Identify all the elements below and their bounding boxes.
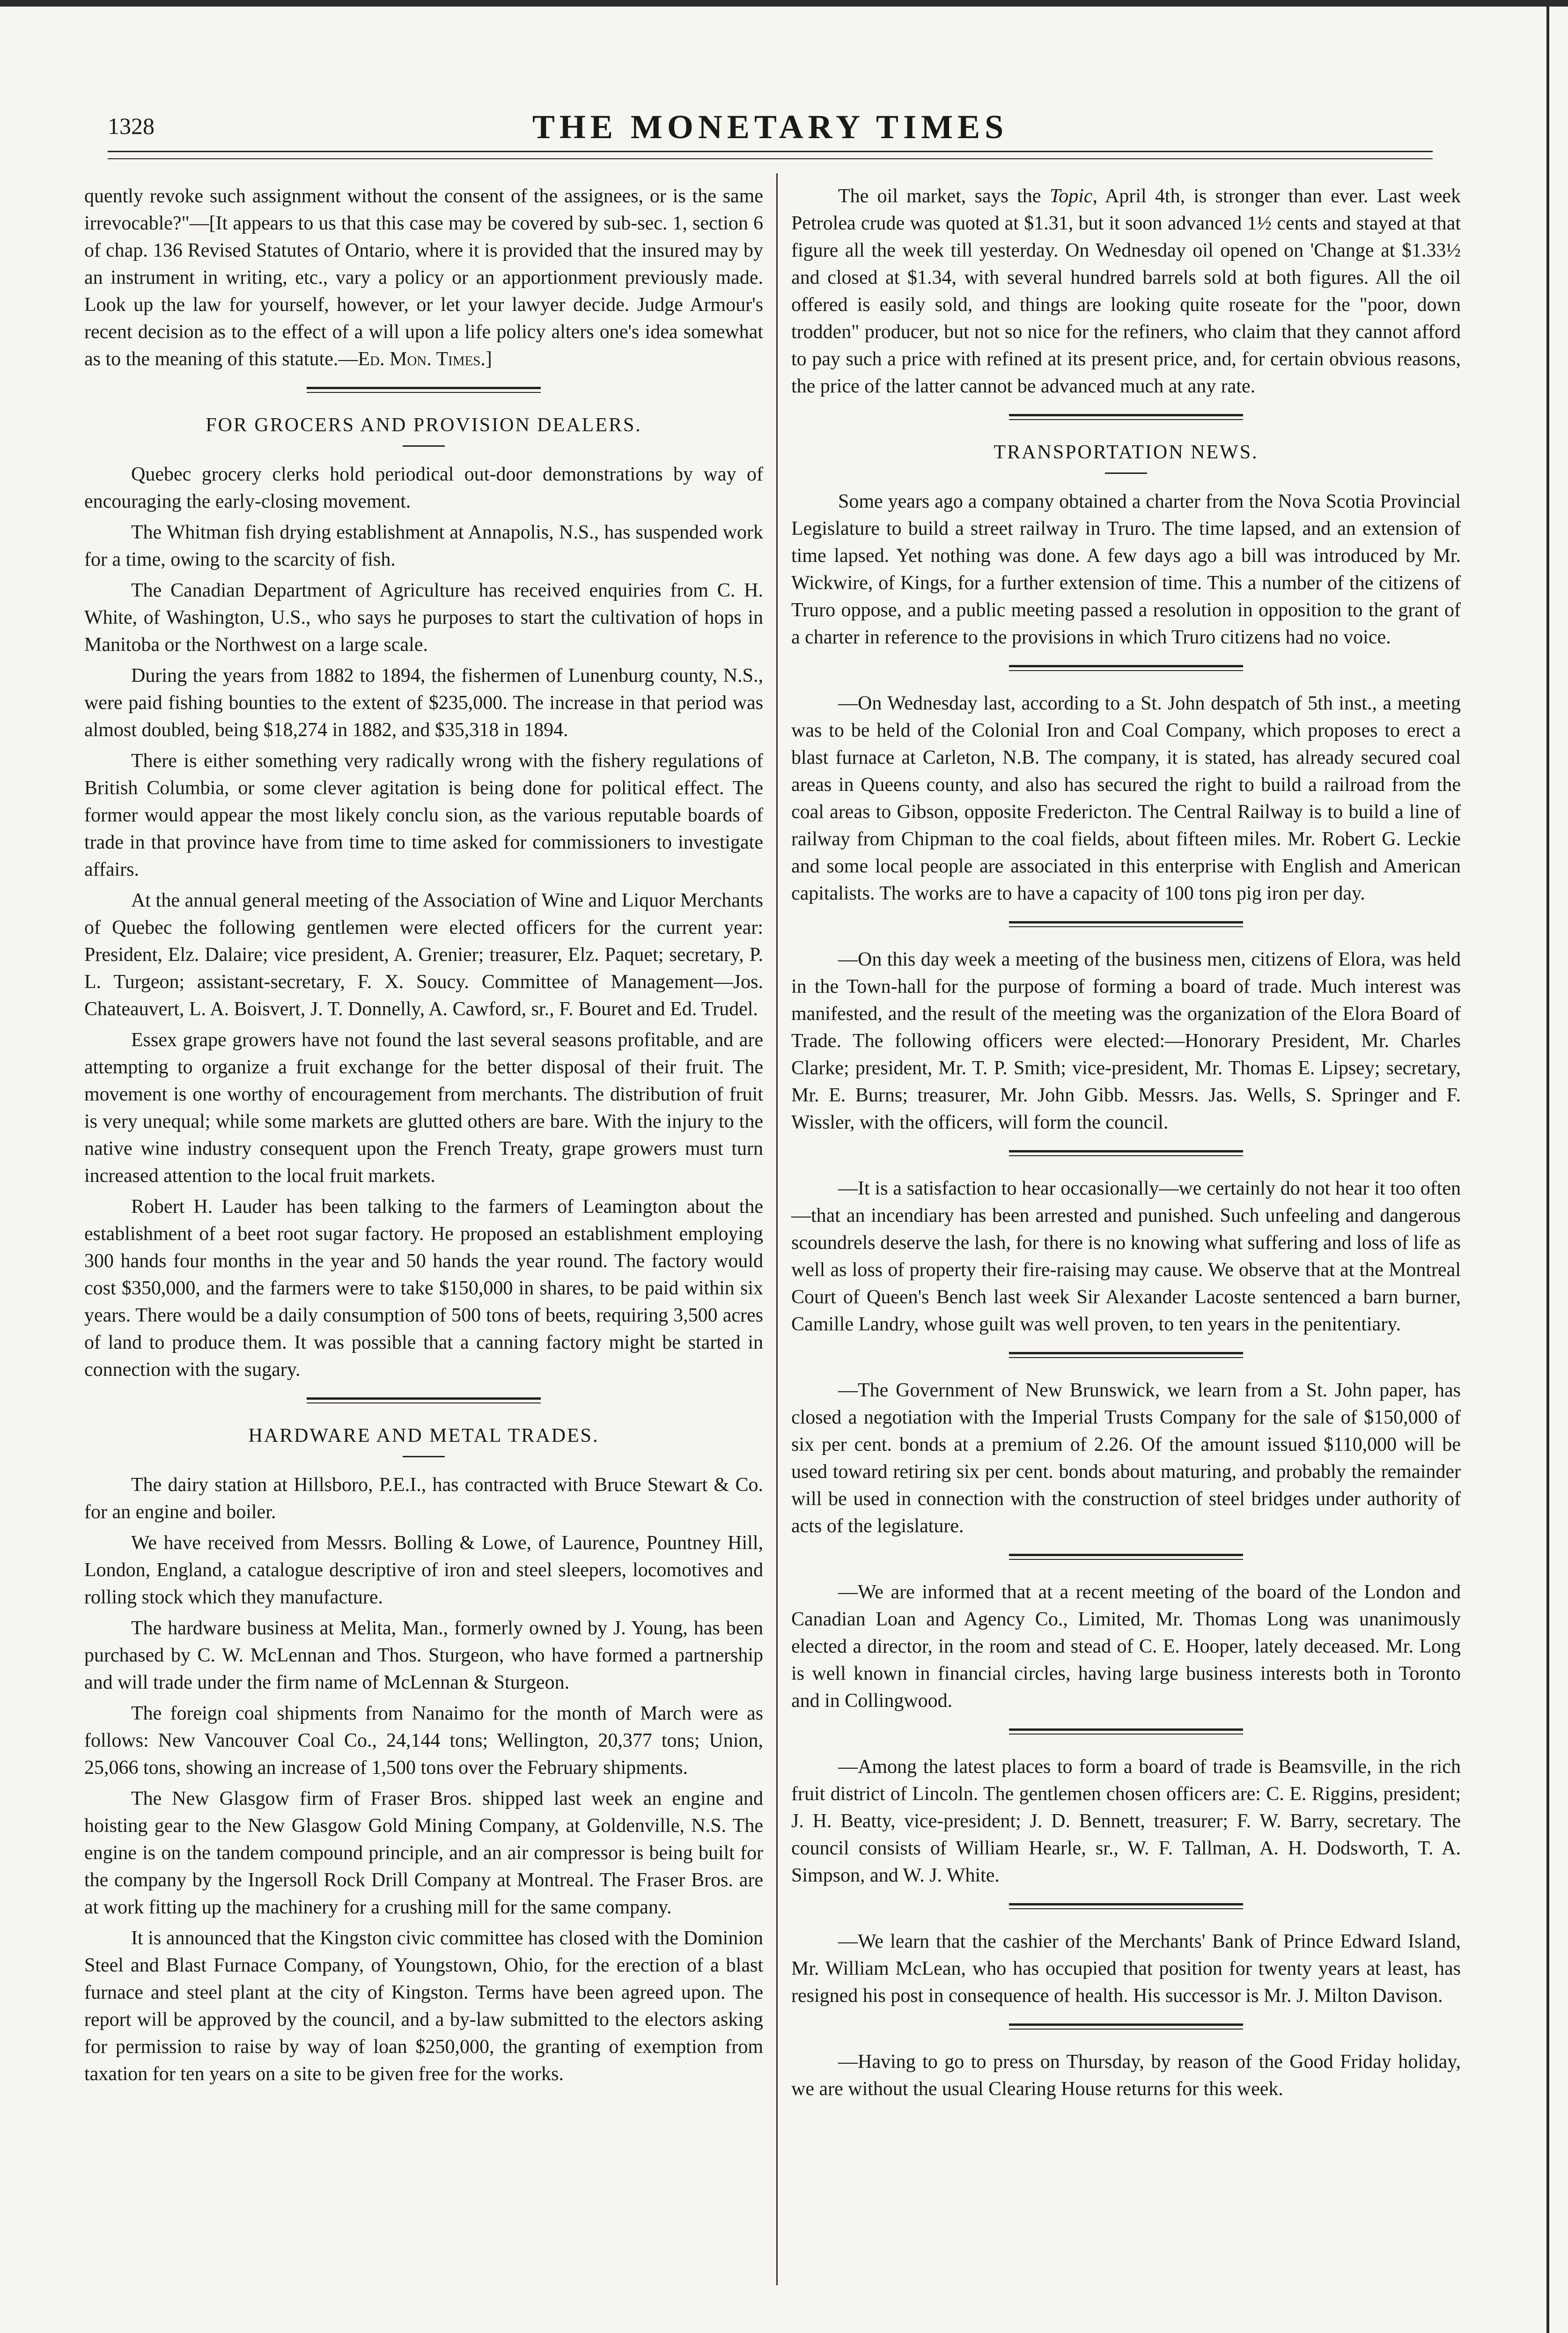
hardware-paragraph: We have received from Messrs. Bolling & Lowe, of Laurence, Pountney Hill, London, England, a catalogue descriptive of iron and steel sleepers, locomotives and rolling stock which they manufacture.	[84, 1532, 763, 1608]
oil-text-before: The oil market, says the	[838, 185, 1050, 207]
hardware-paragraph: The hardware business at Melita, Man., formerly owned by J. Young, has been purchased by C. W. McLennan and Thos. Sturgeon, who have formed a partnership and will trade under the firm name of McLennan & Sturgeon.	[84, 1617, 763, 1693]
heading-underline	[403, 1456, 445, 1457]
grocers-paragraph: The Whitman fish drying establishment at Annapolis, N.S., has suspended work for a time, owing to the scarcity of fish.	[84, 522, 763, 570]
section-separator	[307, 387, 541, 393]
header-rule-top	[108, 151, 1433, 152]
page-top-border	[0, 0, 1568, 7]
grocers-heading: FOR GROCERS AND PROVISION DEALERS.	[206, 414, 642, 436]
hardware-paragraph: The dairy station at Hillsboro, P.E.I., has contracted with Bruce Stewart & Co. for an engine and boiler.	[84, 1474, 763, 1523]
item-separator	[1009, 665, 1243, 671]
header-rule-bottom	[108, 158, 1433, 159]
page-header	[108, 108, 1433, 150]
news-item: —The Government of New Brunswick, we learn from a St. John paper, has closed a negotiation with the Imperial Trusts Company for the sale of $150,000 of six per cent. bonds at a premium of 2.26. Of the amount issued $110,000 will be used toward retiring six per cent. bonds about maturing, and probably the remainder will be used in connection with the construction of steel bridges under authority of acts of the legislature.	[791, 1380, 1461, 1537]
section-separator	[1009, 414, 1243, 420]
oil-text-after: , April 4th, is stronger than ever. Last week Petrolea crude was quoted at $1.31, but it soon advanced 1½ cents and stayed at that figure all the week till yesterday. On Wednesday oil opened on 'Change at $1.33½ and closed at $1.34, with several hundred barrels sold at both figures. All the oil offered is easily sold, and things are looking quite roseate for the "poor, down trodden" producer, but not so nice for the refiners, who claim that they cannot afford to pay such a price with refined at its present price, and, for certain obvious reasons, the price of the latter cannot be advanced much at any rate.	[791, 185, 1461, 397]
grocers-paragraph: The Canadian Department of Agriculture has received enquiries from C. H. White, of Washington, U.S., who says he purposes to start the cultivation of hops in Manitoba or the Northwest on a large scale.	[84, 580, 763, 656]
heading-underline	[403, 445, 445, 447]
page-number: 1328	[108, 113, 155, 139]
item-separator	[1009, 2023, 1243, 2030]
news-item: —On this day week a meeting of the business men, citizens of Elora, was held in the Town-hall for the purpose of forming a board of trade. Much interest was manifested, and the result of the meeting was the organization of the Elora Board of Trade. The following officers were elected:—Honorary President, Mr. Charles Clarke; president, Mr. T. P. Smith; vice-president, Mr. Thomas E. Lipsey; secretary, Mr. E. Burns; treasurer, Mr. John Gibb. Messrs. Jas. Wells, S. Springer and F. Wissler, with the officers, will form the council.	[791, 949, 1461, 1133]
news-item: —We learn that the cashier of the Merchants' Bank of Prince Edward Island, Mr. William McLean, who has occupied that position for twenty years at least, has resigned his post in consequence of health. His successor is Mr. J. Milton Davison.	[791, 1931, 1461, 2007]
hardware-paragraph: The New Glasgow firm of Fraser Bros. shipped last week an engine and hoisting gear to the New Glasgow Gold Mining Company, at Goldenville, N.S. The engine is on the tandem compound principle, and an air compressor is being built for the company by the Ingersoll Rock Drill Company at Montreal. The Fraser Bros. are at work fitting up the machinery for a crushing mill for the same company.	[84, 1788, 763, 1918]
news-item: —It is a satisfaction to hear occasionally—we certainly do not hear it too often—that an incendiary has been arrested and punished. Such unfeeling and dangerous scoundrels deserve the lash, for there is no knowing what suffering and loss of life as well as loss of property their fire-raising may cause. We observe that at the Montreal Court of Queen's Bench last week Sir Alexander Lacoste sentenced a barn burner, Camille Landry, whose guilt was well proven, to ten years in the penitentiary.	[791, 1178, 1461, 1335]
item-separator	[1009, 1554, 1243, 1560]
transport-paragraph: Some years ago a company obtained a charter from the Nova Scotia Provincial Legislature to build a street railway in Truro. The time lapsed, and an extension of time lapsed. Yet nothing was done. A few days ago a bill was introduced by Mr. Wickwire, of Kings, for a further extension of time. This a number of the citizens of Truro oppose, and a public meeting passed a resolution in opposition to the grant of a charter in reference to the provisions in which Truro citizens had no voice.	[791, 491, 1461, 648]
left-column	[84, 183, 763, 2091]
intro-paragraph	[84, 183, 763, 373]
item-separator	[1009, 921, 1243, 927]
right-column	[791, 183, 1461, 2106]
item-separator	[1009, 1352, 1243, 1358]
news-item: —On Wednesday last, according to a St. John despatch of 5th inst., a meeting was to be held of the Colonial Iron and Coal Company, which proposes to erect a blast furnace at Carleton, N.B. The company, it is stated, has already secured coal areas in Queens county, and also has secured the right to build a railroad from the coal areas to Gibson, opposite Fredericton. The Central Railway is to build a line of railway from Chipman to the coal fields, about fifteen miles. Mr. Robert G. Leckie and some local people are associated in this enterprise with English and American capitalists. The works are to have a capacity of 100 tons pig iron per day.	[791, 693, 1461, 904]
grocers-paragraph: At the annual general meeting of the Association of Wine and Liquor Merchants of Quebec the following gentlemen were elected officers for the current year: President, Elz. Dalaire; vice president, A. Grenier; treasurer, Elz. Paquet; secretary, P. L. Turgeon; assistant-secretary, F. X. Soucy. Committee of Management—Jos. Chateauvert, L. A. Boisvert, J. T. Donnelly, A. Cawford, sr., F. Bouret and Ed. Trudel.	[84, 890, 763, 1020]
section-separator	[307, 1397, 541, 1403]
transport-heading: TRANSPORTATION NEWS.	[994, 442, 1259, 463]
grocers-paragraph: Robert H. Lauder has been talking to the farmers of Leamington about the establishment of a beet root sugar factory. He proposed an establishment employing 300 hands four months in the year and 50 hands the year round. The factory would cost $350,000, and the farmers were to take $150,000 in shares, to be paid within six years. There would be a daily consumption of 500 tons of beets, requiring 3,500 acres of land to produce them. It was possible that a canning factory might be started in connection with the sugary.	[84, 1196, 763, 1381]
hardware-paragraph: The foreign coal shipments from Nanaimo for the month of March were as follows: New Vancouver Coal Co., 24,144 tons; Wellington, 20,377 tons; Union, 25,066 tons, showing an increase of 1,500 tons over the February shipments.	[84, 1703, 763, 1779]
heading-underline	[1105, 473, 1147, 474]
grocers-paragraph: During the years from 1882 to 1894, the fishermen of Lunenburg county, N.S., were paid fishing bounties to the extent of $235,000. The increase in that period was almost doubled, being $18,274 in 1882, and $35,318 in 1894.	[84, 665, 763, 741]
oil-market-paragraph	[791, 183, 1461, 400]
intro-text: quently revoke such assignment without the consent of the assignees, or is the same irrevocable?"—[It appears to us that this case may be covered by sub-sec. 1, section 6 of chap. 136 Revised Statutes of Ontario, where it is provided that the insured may by an instrument in writing, etc., vary a policy or an apportionment previously made. Look up the law for yourself, however, or let your lawyer decide. Judge Armour's recent decision as to the effect of a will upon a life policy alters one's idea somewhat as to the meaning of this statute.—	[84, 185, 763, 370]
news-item: —We are informed that at a recent meeting of the board of the London and Canadian Loan and Agency Co., Limited, Mr. Thomas Long was unanimously elected a director, in the room and stead of C. E. Hooper, lately deceased. Mr. Long is well known in financial circles, having large business interests both in Toronto and in Collingwood.	[791, 1581, 1461, 1712]
hardware-paragraph: It is announced that the Kingston civic committee has closed with the Dominion Steel and Blast Furnace Company, of Youngstown, Ohio, for the erection of a blast furnace and steel plant at the city of Kingston. Terms have been agreed upon. The report will be approved by the council, and a by-law submitted to the electors asking for permission to raise by way of loan $250,000, the granting of exemption from taxation for ten years on a site to be given free for the works.	[84, 1927, 763, 2085]
item-separator	[1009, 1728, 1243, 1735]
hardware-heading: HARDWARE AND METAL TRADES.	[248, 1425, 599, 1447]
grocers-paragraph: There is either something very radically wrong with the fishery regulations of British Columbia, or some clever agitation is being done for political effect. The former would appear the most likely conclu sion, as the various reputable boards of trade in that province have from time to time asked for commissioners to investigate affairs.	[84, 750, 763, 880]
item-separator	[1009, 1150, 1243, 1156]
news-item: —Among the latest places to form a board of trade is Beamsville, in the rich fruit district of Lincoln. The gentlemen chosen officers are: C. E. Riggins, president; J. H. Beatty, vice-president; J. D. Bennett, treasurer; F. W. Barry, secretary. The council consists of William Hearle, sr., W. F. Tallman, A. H. Dodsworth, T. A. Simpson, and W. J. White.	[791, 1756, 1461, 1886]
item-separator	[1009, 1903, 1243, 1909]
page-right-border	[1546, 0, 1549, 2333]
column-divider	[776, 173, 778, 2285]
grocers-paragraph: Essex grape growers have not found the last several seasons profitable, and are attempting to organize a fruit exchange for the better disposal of their fruit. The movement is one worthy of encouragement from merchants. The distribution of fruit is very unequal; while some markets are glutted others are bare. With the injury to the native wine industry consequent upon the French Treaty, grape growers must turn increased attention to the local fruit markets.	[84, 1029, 763, 1187]
masthead-title: THE MONETARY TIMES	[532, 108, 1009, 146]
oil-topic: Topic	[1049, 185, 1093, 207]
grocers-paragraph: Quebec grocery clerks hold periodical out-door demonstrations by way of encouraging the early-closing movement.	[84, 464, 763, 512]
news-item: —Having to go to press on Thursday, by reason of the Good Friday holiday, we are without the usual Clearing House returns for this week.	[791, 2051, 1461, 2100]
intro-signature: Ed. Mon. Times.]	[358, 348, 492, 370]
